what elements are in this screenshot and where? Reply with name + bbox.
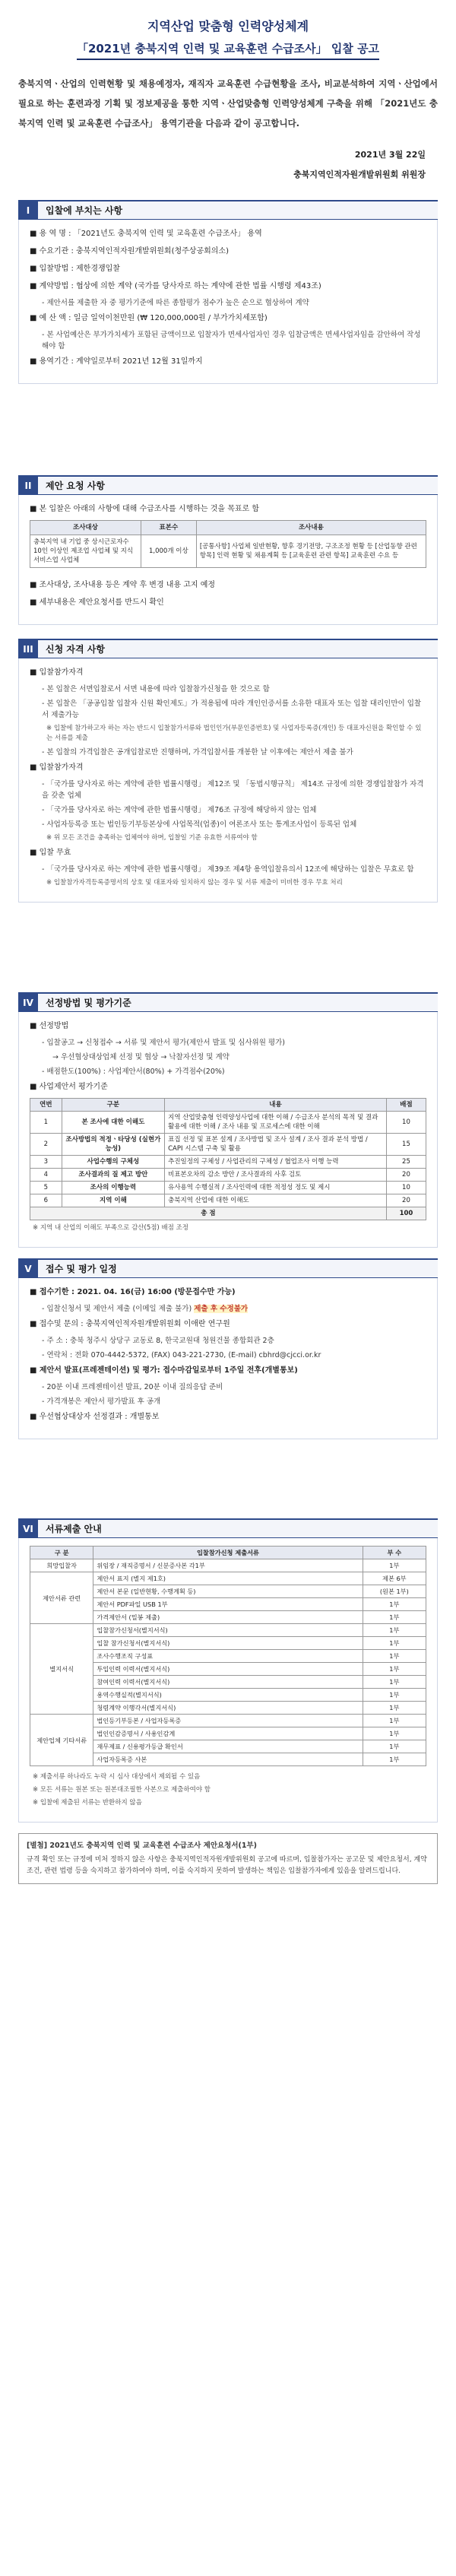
table-header: 구분 bbox=[62, 1099, 164, 1112]
table-cell: 100 bbox=[386, 1207, 426, 1220]
notice-date: 2021년 3월 22일 bbox=[354, 150, 426, 160]
item-budget: ■ 예 산 액 : 일금 일억이천만원 (₩ 120,000,000원 / 부가가치세포함) bbox=[30, 314, 268, 322]
table-cell: 1부 bbox=[363, 1559, 426, 1572]
table-row bbox=[30, 1156, 426, 1169]
deadline-text: ■ 접수기한 : 2021. 04. 16(금) 16:00 (방문접수만 가능) bbox=[30, 1288, 236, 1296]
sub-text: - 본 사업예산은 부가가치세가 포함된 금액이므로 입찰자가 면세사업자인 경우 입찰금액은 면세사업자임을 감안하여 작성해야 함 bbox=[42, 331, 421, 351]
attachment-title: [별첨] 2021년도 충북지역 인력 및 교육훈련 수급조사 제안요청서(1부) bbox=[27, 1842, 257, 1850]
section-title: 선정방법 및 평가기준 bbox=[46, 998, 131, 1008]
table-cell: 유사용역 수행실적 / 조사인력에 대한 적정성 정도 및 제시 bbox=[165, 1182, 387, 1194]
item-presentation: ■ 제안서 발표(프레젠테이션) 및 평가: 접수마감일로부터 1주일 전후(개별통보) bbox=[30, 1366, 298, 1375]
item-result: ■ 우선협상대상자 선정결과 : 개별통보 bbox=[30, 1413, 160, 1421]
table-row bbox=[30, 1194, 426, 1207]
sub-text: - 20분 이내 프레젠테이션 발표, 20분 이내 질의응답 준비 bbox=[42, 1383, 223, 1391]
table-cell: 20 bbox=[386, 1194, 426, 1207]
table-group-label: 희망입찰자 bbox=[30, 1559, 93, 1572]
table-row bbox=[30, 1559, 426, 1572]
table-cell: 1,000개 이상 bbox=[141, 535, 196, 568]
sub-text: - 「국가를 당사자로 하는 계약에 관한 법률시행령」 제39조 제4항 용역입찰유의서 12조에 해당하는 입찰은 무효로 함 bbox=[42, 865, 414, 874]
table-cell: 25 bbox=[386, 1156, 426, 1169]
table-group-label: 제안서류 관련 bbox=[30, 1572, 93, 1624]
sub-text: - 제안서를 제출한 자 중 평가기준에 따른 종합평가 점수가 높은 순으로 협상하여 계약 bbox=[42, 299, 309, 307]
item-eligibility: ■ 입찰참가자격 bbox=[30, 763, 84, 772]
table-cell: 5 bbox=[30, 1182, 62, 1194]
table-cell: 1부 bbox=[363, 1753, 426, 1766]
section-number: IV bbox=[18, 994, 38, 1012]
section-header-5 bbox=[18, 1258, 438, 1278]
table-cell: 1부 bbox=[363, 1637, 426, 1650]
item-lead: ■ 본 입찰은 아래의 사항에 대해 수급조사를 시행하는 것을 목표로 함 bbox=[30, 505, 260, 513]
table-cell: 가격제안서 (밀봉 제출) bbox=[93, 1611, 363, 1624]
table-cell: 조사의 이행능력 bbox=[62, 1182, 164, 1194]
section-number: V bbox=[18, 1260, 38, 1278]
sub-text: - 배점한도(100%) : 사업제안서(80%) + 가격점수(20%) bbox=[42, 1068, 225, 1076]
sub-text: - 연락처 : 전화 070-4442-5372, (FAX) 043-221-2730, (E-mail) cbhrd@cjcci.or.kr bbox=[42, 1351, 321, 1359]
table-row bbox=[30, 1572, 426, 1585]
table-cell: 법인인감증명서 / 사용인감계 bbox=[93, 1727, 363, 1740]
table-cell: 2 bbox=[30, 1134, 62, 1156]
table-total-row bbox=[30, 1207, 426, 1220]
warning-badge: 제출 후 수정불가 bbox=[194, 1305, 249, 1313]
table-cell: 1부 bbox=[363, 1624, 426, 1637]
table-cell: 지역 산업맞춤형 인력양성사업에 대한 이해 / 수급조사 분석의 목적 및 결과활용에 대한 이해 / 조사 내용 및 프로세스에 대한 이해 bbox=[165, 1112, 387, 1134]
table-cell: 충북지역 산업에 대한 이해도 bbox=[165, 1194, 387, 1207]
table-header: 입찰참가신청 제출서류 bbox=[93, 1547, 363, 1559]
section-title: 신청 자격 사항 bbox=[46, 644, 105, 655]
section-body-2 bbox=[18, 495, 438, 625]
table-cell: 3 bbox=[30, 1156, 62, 1169]
table-cell: 청렴계약 이행각서(별지서식) bbox=[93, 1702, 363, 1715]
section-title: 입찰에 부치는 사항 bbox=[46, 205, 123, 216]
table-cell: 충북지역 내 기업 중 상시근로자수 10인 이상인 제조업 사업체 및 지식서비스업 사업체 bbox=[30, 535, 141, 568]
table-header: 조사내용 bbox=[196, 521, 426, 535]
section-header-3 bbox=[18, 639, 438, 658]
sub-text: - 「국가를 당사자로 하는 계약에 관한 법률시행령」 제12조 및 「동법시행규칙」 제14조 규정에 의한 경쟁입찰참가 자격을 갖춘 업체 bbox=[42, 780, 424, 800]
table-cell: 조사방법의 적정ㆍ타당성 (실현가능성) bbox=[62, 1134, 164, 1156]
table-cell: 10 bbox=[386, 1182, 426, 1194]
table-group-label: 제안업체 기타서류 bbox=[30, 1715, 93, 1766]
table-header: 부 수 bbox=[363, 1547, 426, 1559]
section-title: 제안 요청 사항 bbox=[46, 481, 105, 491]
table-cell: 참여인력 이력서(별지서식) bbox=[93, 1676, 363, 1689]
item-project-name: ■ 용 역 명 : 「2021년도 충북지역 인력 및 교육훈련 수급조사」 용역 bbox=[30, 230, 262, 238]
table-cell: 1부 bbox=[363, 1676, 426, 1689]
page-title: 지역산업 맞춤형 인력양성체계 bbox=[147, 19, 309, 33]
table-cell: 지역 이해 bbox=[62, 1194, 164, 1207]
table-cell: 총 점 bbox=[30, 1207, 387, 1220]
table-cell: 용역수행실적(별지서식) bbox=[93, 1689, 363, 1702]
note-text: ※ 입찰에 제출된 서류는 반환하지 않음 bbox=[33, 1799, 142, 1807]
sub-text: - 가격개봉은 제안서 평가발표 후 공개 bbox=[42, 1397, 161, 1406]
table-cell: 20 bbox=[386, 1169, 426, 1182]
item-contract-method: ■ 계약방법 : 협상에 의한 계약 (국가를 당사자로 하는 계약에 관한 법률 시행령 제43조) bbox=[30, 282, 321, 290]
item-eligibility: ■ 입찰참가자격 bbox=[30, 668, 84, 677]
note-text: ※ 위 모든 조건을 충족하는 업체여야 하며, 입찰일 기준 유효한 서류여야 함 bbox=[46, 834, 258, 842]
item-note: ■ 세부내용은 제안요청서를 반드시 확인 bbox=[30, 598, 164, 607]
table-cell: 재무제표 / 신용평가등급 확인서 bbox=[93, 1740, 363, 1753]
table-cell: 1부 bbox=[363, 1689, 426, 1702]
issuer: 충북지역인적자원개발위원회 위원장 bbox=[293, 170, 426, 179]
sub-text: - 본 입찰은 서면입찰로서 서면 내용에 따라 입찰참가신청을 한 것으로 함 bbox=[42, 685, 270, 693]
table-cell: 제안서 표지 (별지 제1호) bbox=[93, 1572, 363, 1585]
section-body-6 bbox=[18, 1538, 438, 1823]
documents-table bbox=[30, 1546, 426, 1766]
table-cell: 10 bbox=[386, 1112, 426, 1134]
table-cell: 1부 bbox=[363, 1611, 426, 1624]
table-cell: 1 bbox=[30, 1112, 62, 1134]
section-body-4 bbox=[18, 1012, 438, 1248]
sub-text: - 주 소 : 충북 청주시 상당구 교동로 8, 한국교원대 청원건물 종합회관 2층 bbox=[42, 1337, 274, 1345]
table-cell: 1부 bbox=[363, 1740, 426, 1753]
section-header-1 bbox=[18, 200, 438, 220]
table-row bbox=[30, 1715, 426, 1727]
section-title: 서류제출 안내 bbox=[46, 1524, 102, 1534]
section-body-3 bbox=[18, 658, 438, 903]
sub-text: - 본 입찰의 가격입찰은 공개입찰로만 진행하며, 가격입찰서를 개봉한 날 이후에는 제안서 제출 불가 bbox=[42, 748, 353, 757]
item-period: ■ 용역기간 : 계약일로부터 2021년 12월 31일까지 bbox=[30, 357, 203, 366]
table-cell: 조사수행조직 구성표 bbox=[93, 1650, 363, 1663]
table-row bbox=[30, 1112, 426, 1134]
item-note: ■ 조사대상, 조사내용 등은 계약 후 변경 내용 고지 예정 bbox=[30, 581, 216, 589]
sub-text: → 우선협상대상업체 선정 및 협상 → 낙찰자선정 및 계약 bbox=[52, 1053, 230, 1061]
section-number: VI bbox=[18, 1520, 38, 1538]
sub-text: - 입찰공고 → 신청접수 → 서류 및 제안서 평가(제안서 발표 및 심사위원 평가) bbox=[42, 1039, 285, 1047]
table-cell: 1부 bbox=[363, 1715, 426, 1727]
table-cell: 1부 bbox=[363, 1650, 426, 1663]
table-cell: 제본 6부 bbox=[363, 1572, 426, 1585]
note-text: ※ 입찰에 참가하고자 하는 자는 반드시 입찰참가서류와 법인인가(부문인증번호) 및 사업자등록증(개인) 등 대표자신원을 확인할 수 있는 서류를 제출 bbox=[46, 725, 422, 742]
section-title: 접수 및 평가 일정 bbox=[46, 1264, 117, 1274]
table-row bbox=[30, 1169, 426, 1182]
table-cell: 1부 bbox=[363, 1663, 426, 1676]
note-text: ※ 제출서류 하나라도 누락 시 심사 대상에서 제외될 수 있음 bbox=[33, 1773, 201, 1781]
table-cell: 6 bbox=[30, 1194, 62, 1207]
table-row bbox=[30, 1134, 426, 1156]
table-header: 내용 bbox=[165, 1099, 387, 1112]
section-number: I bbox=[18, 201, 38, 220]
sub-text: - 「국가를 당사자로 하는 계약에 관한 법률시행령」 제76조 규정에 해당하지 않는 업체 bbox=[42, 806, 317, 814]
table-row bbox=[30, 1624, 426, 1637]
table-cell: 법인등기부등본 / 사업자등록증 bbox=[93, 1715, 363, 1727]
section-header-4 bbox=[18, 992, 438, 1012]
criteria-table bbox=[30, 1098, 426, 1220]
item-invalid: ■ 입찰 무효 bbox=[30, 849, 71, 857]
sub-text bbox=[30, 1303, 426, 1315]
table-header: 연번 bbox=[30, 1099, 62, 1112]
item-bid-method: ■ 입찰방법 : 제한경쟁입찰 bbox=[30, 265, 120, 273]
sub-text: - 본 입찰은 「공공입찰 입찰자 신원 확인제도」가 적용됨에 따라 개인인증서를 소유한 대표자 또는 입찰 대리인만이 입찰서 제출가능 bbox=[42, 700, 422, 719]
item-criteria: ■ 사업제안서 평가기준 bbox=[30, 1083, 108, 1091]
table-cell: 사업자등록증 사본 bbox=[93, 1753, 363, 1766]
note-text: ※ 지역 내 산업의 이해도 부족으로 감산(5점) 배점 조정 bbox=[33, 1224, 188, 1232]
table-cell: 1부 bbox=[363, 1727, 426, 1740]
sub-text: - 사업자등록증 또는 법인등기부등본상에 사업목적(업종)이 여론조사 또는 통계조사업이 등록된 업체 bbox=[42, 820, 357, 829]
table-cell: 위임장 / 재직증명서 / 신분증사본 각1부 bbox=[93, 1559, 363, 1572]
section-number: III bbox=[18, 640, 38, 658]
table-cell: 조사결과의 질 제고 방안 bbox=[62, 1169, 164, 1182]
section-number: II bbox=[18, 477, 38, 495]
note-text: ※ 모든 서류는 원본 또는 원본대조필한 사본으로 제출하여야 함 bbox=[33, 1786, 211, 1794]
table-cell: 사업수행의 구체성 bbox=[62, 1156, 164, 1169]
table-cell: 제안서 PDF파일 USB 1부 bbox=[93, 1598, 363, 1611]
table-header: 표본수 bbox=[141, 521, 196, 535]
table-cell: (원본 1부) bbox=[363, 1585, 426, 1598]
section-body-5 bbox=[18, 1278, 438, 1439]
item-client: ■ 수요기관 : 충북지역인적자원개발위원회(청주상공회의소) bbox=[30, 247, 229, 255]
table-cell: 15 bbox=[386, 1134, 426, 1156]
table-cell: 4 bbox=[30, 1169, 62, 1182]
table-row bbox=[30, 1182, 426, 1194]
item-selection: ■ 선정방법 bbox=[30, 1022, 69, 1030]
table-header: 조사대상 bbox=[30, 521, 141, 535]
section-header-2 bbox=[18, 475, 438, 495]
page-subtitle: 「2021년 충북지역 인력 및 교육훈련 수급조사」 입찰 공고 bbox=[77, 40, 379, 60]
table-cell: 추진일정의 구체성 / 사업관리의 구체성 / 협업조사 이행 능력 bbox=[165, 1156, 387, 1169]
table-row bbox=[30, 535, 426, 568]
section-body-1 bbox=[18, 220, 438, 384]
table-group-label: 별지서식 bbox=[30, 1624, 93, 1715]
attachment-box bbox=[18, 1833, 438, 1884]
table-cell: 본 조사에 대한 이해도 bbox=[62, 1112, 164, 1134]
intro-text: 충북지역ㆍ산업의 인력현황 및 채용예정자, 재직자 교육훈련 수급현황을 조사, 비교분석하여 지역ㆍ산업에서 필요로 하는 훈련과정 기획 및 정보제공을 통한 지역ㆍ산업맞춤형 인력양성체계 구축을 위해 「2021년도 충북지역 인력 및 교육훈련 수급조사」 용역기관을 다음과 같이 공고합니다. bbox=[18, 78, 438, 128]
table-cell: 비표본오차의 감소 방안 / 조사결과의 사후 검토 bbox=[165, 1169, 387, 1182]
survey-table bbox=[30, 520, 426, 568]
table-cell: 투입인력 이력서(별지서식) bbox=[93, 1663, 363, 1676]
table-cell: 입찰참가신청서(별지서식) bbox=[93, 1624, 363, 1637]
table-header: 구 분 bbox=[30, 1547, 93, 1559]
item-deadline bbox=[30, 1286, 426, 1299]
item-contact: ■ 접수및 문의 : 충북지역인적자원개발위원회 이애란 연구원 bbox=[30, 1320, 230, 1328]
table-cell: [공통사항] 사업체 일반현황, 향후 경기전망, 구조조정 현황 등 [산업동향 관련 항목] 인력 현황 및 채용계획 등 [교육훈련 관련 항목] 교육훈련 수요 등 bbox=[196, 535, 426, 568]
table-cell: 1부 bbox=[363, 1702, 426, 1715]
table-cell: 표집 선정 및 표본 설계 / 조사방법 및 조사 설계 / 조사 결과 분석 방법 / CAPI 시스템 구축 및 활용 bbox=[165, 1134, 387, 1156]
table-cell: 1부 bbox=[363, 1598, 426, 1611]
sub-text-span: - 입찰신청서 및 제안서 제출 (이메일 제출 불가) bbox=[42, 1305, 192, 1313]
title-block bbox=[0, 0, 456, 60]
section-header-6 bbox=[18, 1518, 438, 1538]
note-text: ※ 입찰참가자격등록증명서의 상호 및 대표자와 일치하지 않는 경우 및 서류 제출이 미비한 경우 무효 처리 bbox=[46, 879, 343, 887]
table-cell: 입찰 참가신청서(별지서식) bbox=[93, 1637, 363, 1650]
attachment-text: 규격 확인 또는 규정에 미처 정하지 않은 사항은 충북지역인적자원개발위원회 공고에 따르며, 입찰참가자는 공고문 및 제안요청서, 계약조건, 관련 법령 등을 숙지하고 참가하여야 하며, 이를 숙지하지 못하여 발생하는 책임은 입찰참가자에게 있음을 알려드립니다. bbox=[27, 1856, 427, 1875]
table-header: 배점 bbox=[386, 1099, 426, 1112]
table-cell: 제안서 본문 (일반현황, 수행계획 등) bbox=[93, 1585, 363, 1598]
